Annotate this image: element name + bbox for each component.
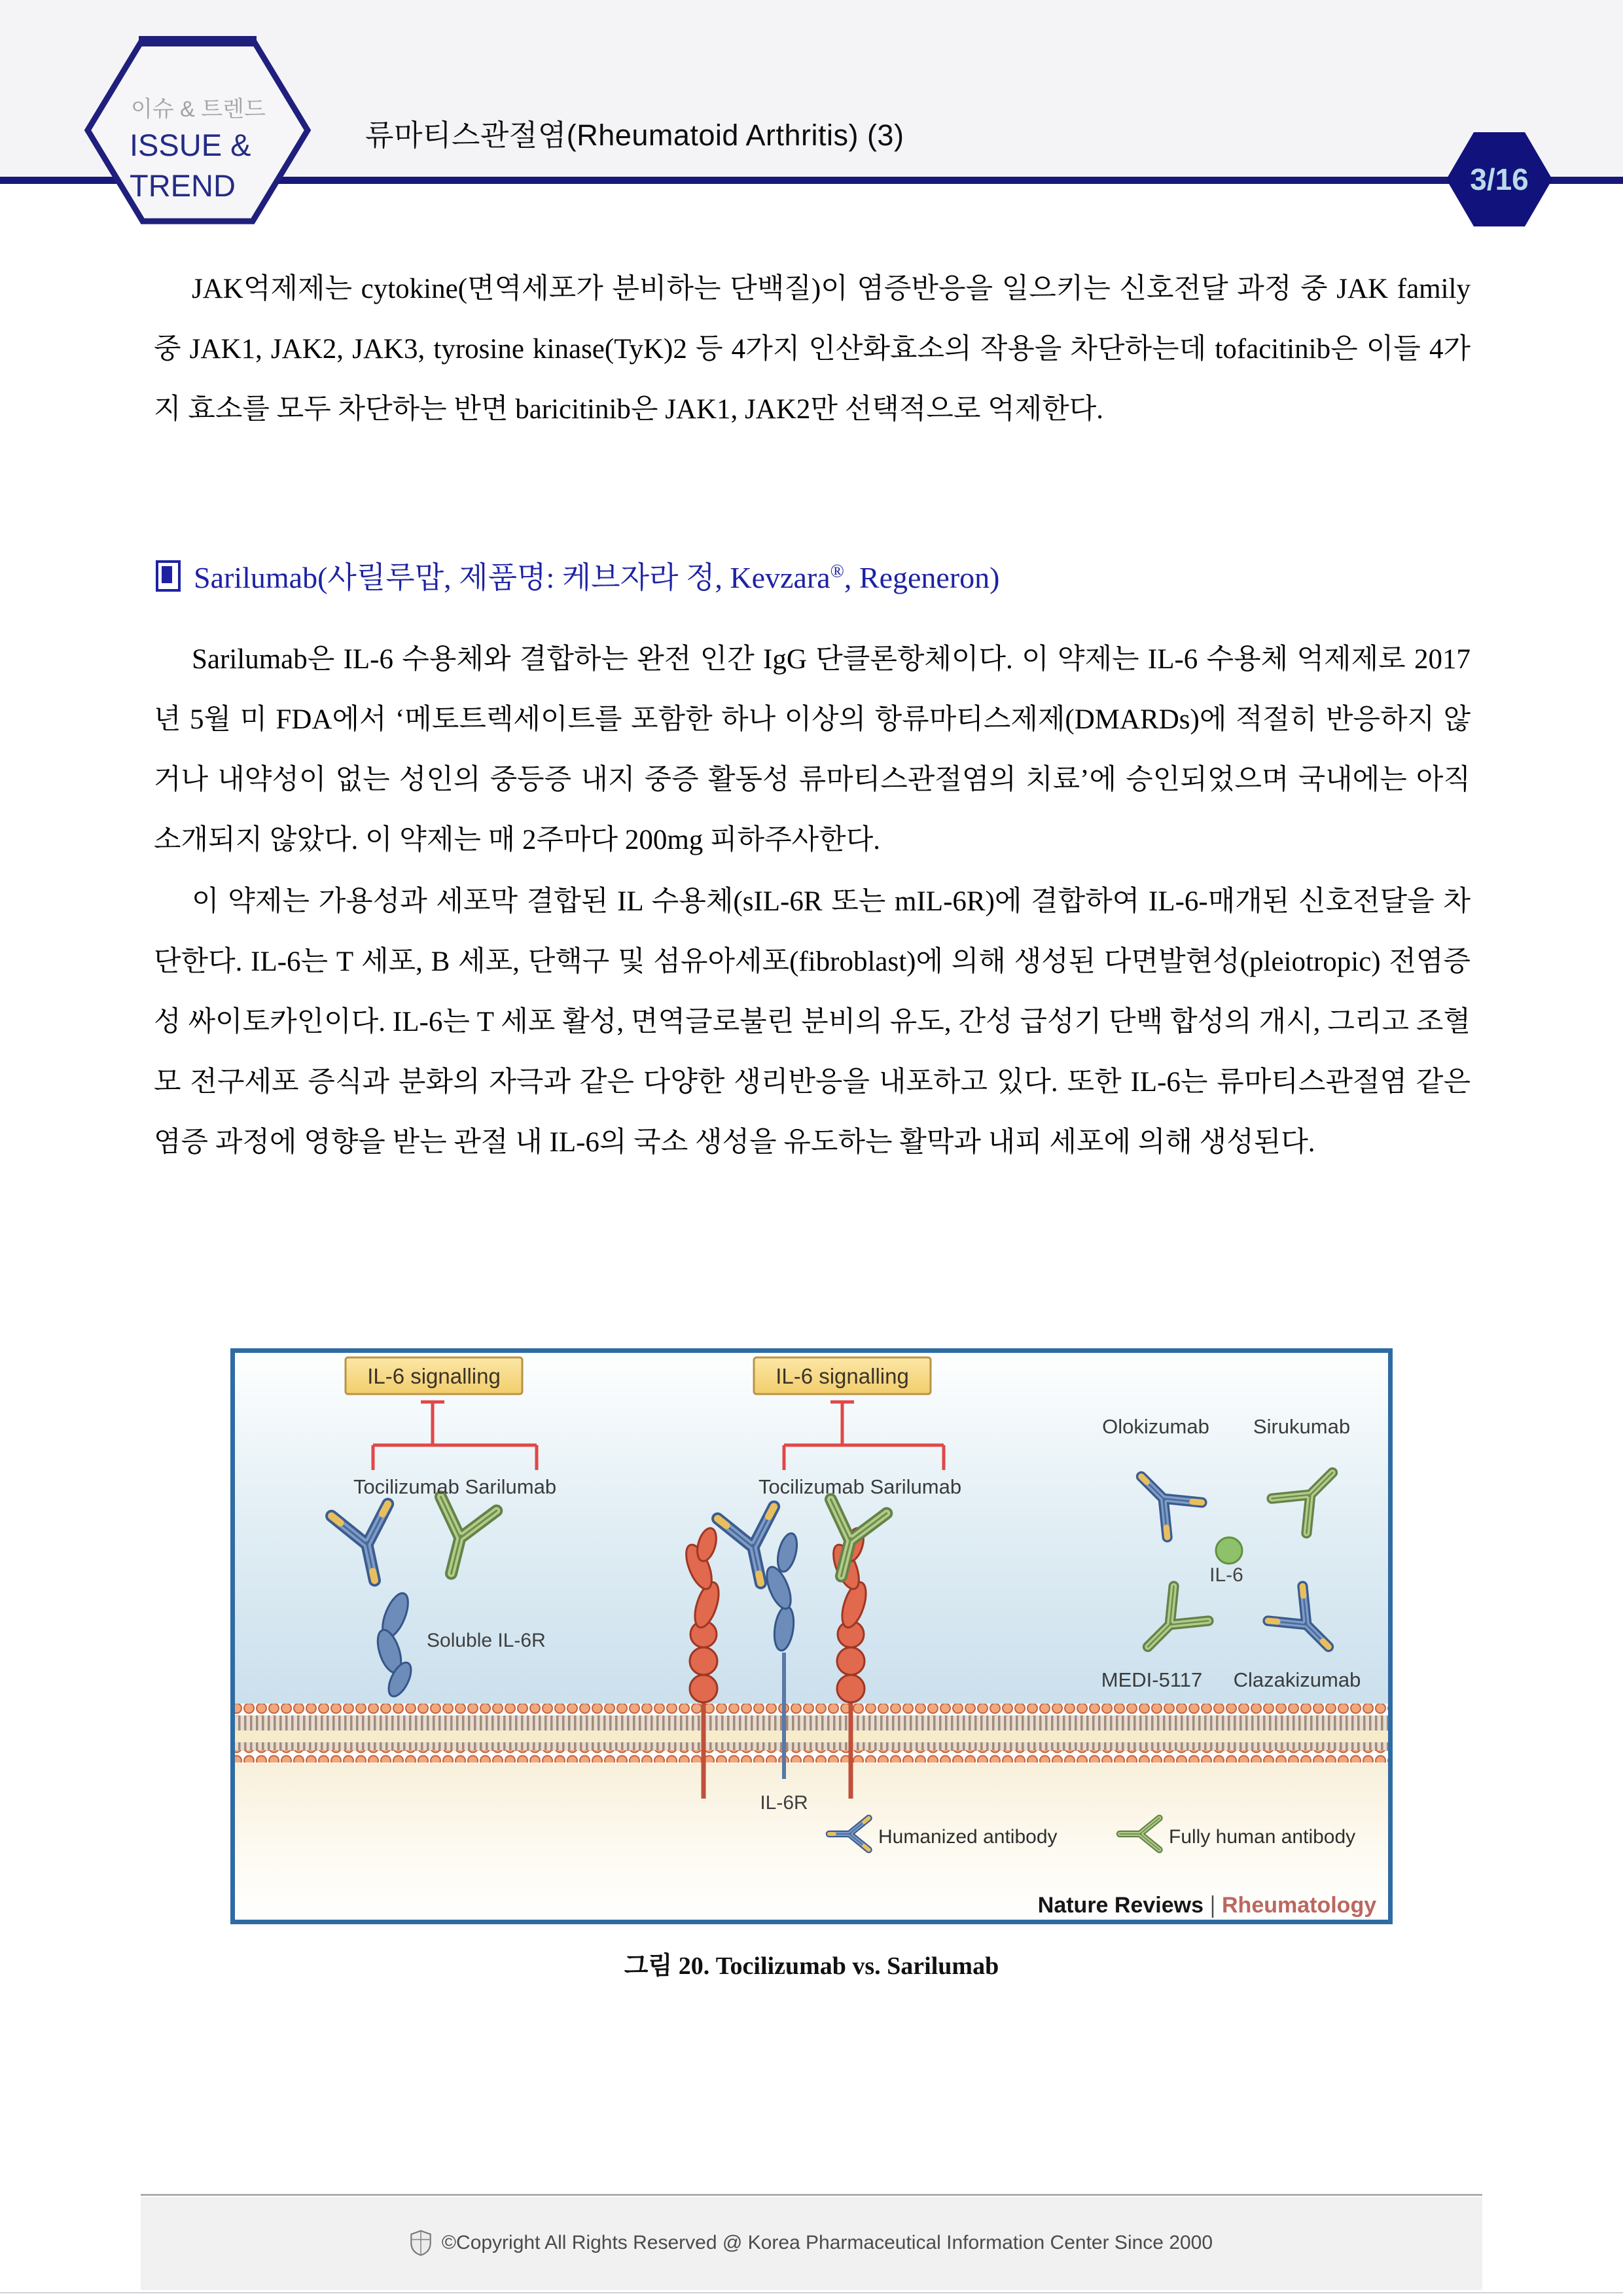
kpic-shield-icon (410, 2230, 431, 2256)
soluble-il6r-label: Soluble IL-6R (427, 1630, 546, 1651)
logo-line2: ISSUE & (130, 128, 251, 162)
logo-line1: 이슈 & 트렌드 (131, 97, 266, 122)
figure-caption: 그림 20. Tocilizumab vs. Sarilumab (624, 1952, 999, 1980)
section-heading-text-tail: , Regeneron) (844, 561, 1000, 594)
registered-trademark-symbol: ® (830, 561, 844, 582)
copyright-text: ©Copyright All Rights Reserved @ Korea Pharmaceutical Information Center Since 2000 (441, 2232, 1213, 2253)
clazakizumab-label: Clazakizumab (1233, 1668, 1361, 1691)
tocilizumab-sarilumab-label-middle: Tocilizumab Sarilumab (758, 1475, 962, 1498)
sirukumab-label: Sirukumab (1253, 1415, 1351, 1438)
il6-signalling-label-middle: IL-6 signalling (776, 1364, 909, 1388)
credit-journal-label: Nature Reviews (1037, 1893, 1204, 1918)
medi5117-label: MEDI-5117 (1101, 1668, 1203, 1691)
credit-field-label: Rheumatology (1222, 1893, 1377, 1918)
issue-trend-logo (84, 33, 312, 228)
il6-label: IL-6 (1209, 1564, 1243, 1586)
paragraph-jak-inhibitors: JAK억제제는 cytokine(면역세포가 분비하는 단백질)이 염증반응을 일으키는 신호전달 과정 중 JAK family 중 JAK1, JAK2, JAK3, tyrosine kinase(TyK)2 등 4가지 인산화효소의 작용을 차단하는데 tofacitinib은 이들 4가지 효소를 모두 차단하는 반면 baricitinib은 JAK1, JAK2만 선택적으로 억제한다. (154, 274, 1471, 425)
il6-molecule (1216, 1537, 1242, 1564)
tocilizumab-sarilumab-label-left: Tocilizumab Sarilumab (353, 1475, 557, 1498)
section-heading-sarilumab (156, 554, 999, 597)
humanized-antibody-label: Humanized antibody (878, 1826, 1058, 1848)
figure-extracellular-background (235, 1353, 1388, 1704)
page-bottom-rule (0, 2292, 1623, 2293)
section-marker-icon (156, 560, 181, 592)
page-number: 3/16 (1470, 162, 1529, 196)
page-number-badge (1445, 131, 1554, 228)
il6r-label: IL-6R (760, 1792, 808, 1814)
page-title: 류마티스관절염(Rheumatoid Arthritis) (3) (365, 118, 904, 152)
olokizumab-label: Olokizumab (1102, 1415, 1209, 1438)
il6-signalling-label-left: IL-6 signalling (367, 1364, 501, 1388)
fully-human-antibody-label: Fully human antibody (1169, 1826, 1356, 1848)
figure-il6-diagram (230, 1348, 1393, 1924)
section-heading-text: Sarilumab(사릴루맙, 제품명: 케브자라 정, Kevzara (194, 561, 830, 594)
paragraph-sarilumab-approval: Sarilumab은 IL-6 수용체와 결합하는 완전 인간 IgG 단클론항체이다. 이 약제는 IL-6 수용체 억제제로 2017년 5월 미 FDA에서 ‘메토트렉세이트를 포함한 하나 이상의 항류마티스제제(DMARDs)에 적절히 반응하지 않거나 내약성이 없는 성인의 중등증 내지 중증 활동성 류마티스관절염의 치료’에 승인되었으며 국내에는 아직 소개되지 않았다. 이 약제는 매 2주마다 200mg 피하주사한다. (154, 644, 1471, 855)
cell-membrane (235, 1704, 1388, 1763)
footer (141, 2194, 1482, 2290)
logo-line3: TREND (130, 168, 236, 203)
paragraph-il6-mechanism: 이 약제는 가용성과 세포막 결합된 IL 수용체(sIL-6R 또는 mIL-6R)에 결합하여 IL-6-매개된 신호전달을 차단한다. IL-6는 T 세포, B 세포, 단핵구 및 섬유아세포(fibroblast)에 의해 생성된 다면발현성(pleiotropic) 전염증성 싸이토카인이다. IL-6는 T 세포 활성, 면역글로불린 분비의 유도, 간성 급성기 단백 합성의 개시, 그리고 조혈모 전구세포 증식과 분화의 자극과 같은 다양한 생리반응을 내포하고 있다. 또한 IL-6는 류마티스관절염 같은 염증 과정에 영향을 받는 관절 내 IL-6의 국소 생성을 유도하는 활막과 내피 세포에 의해 생성된다. (154, 886, 1471, 1158)
